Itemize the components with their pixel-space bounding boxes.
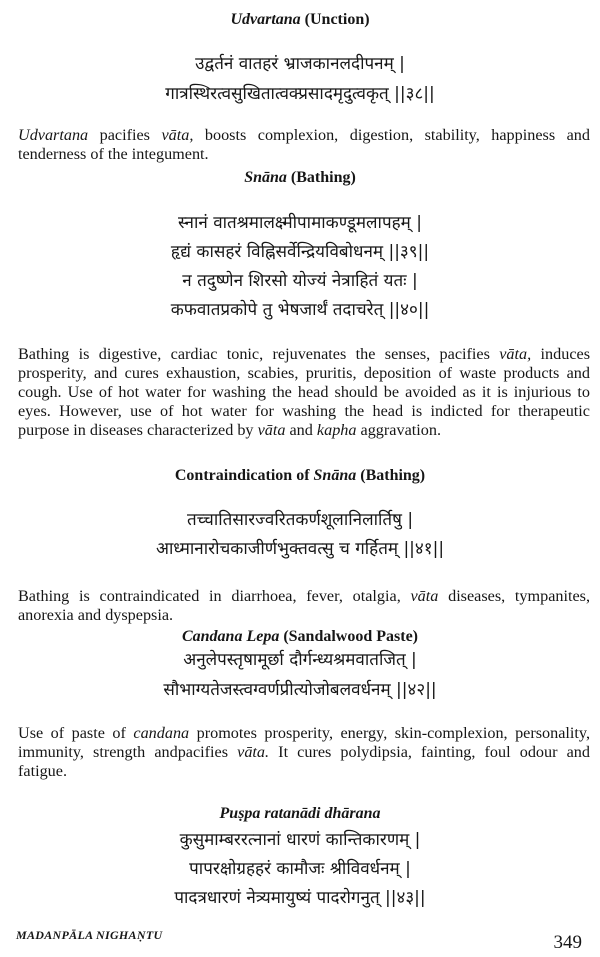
verse-line: कुसुमाम्बररत्नानां धारणं कान्तिकारणम् |	[179, 830, 421, 850]
paragraph-text: Use of paste of	[18, 724, 134, 742]
paragraph-text: aggravation.	[356, 421, 441, 439]
verse-line: उद्वर्तनं वातहरं भ्राजकानलदीपनम् |	[195, 54, 405, 74]
italic-term: vāta,	[161, 126, 194, 144]
verse-line: स्नानं वातश्रमालक्ष्मीपामाकण्डूमलापहम् |	[178, 213, 422, 233]
paragraph-text: and	[285, 421, 317, 439]
verse-line: सौभाग्यतेजस्त्वग्वर्णप्रीत्योजोबलवर्धनम् ||४२||	[163, 680, 437, 700]
verse-line: हृद्यं कासहरं विह्निसर्वेन्द्रियविबोधनम् ||३९||	[170, 242, 430, 262]
verse-line: पापरक्षोग्रहहरं कामौजः श्रीविवर्धनम् |	[189, 859, 411, 879]
italic-term: kapha	[316, 421, 357, 439]
verse-line: कफवातप्रकोपे तु भेषजार्थं तदाचरेत् ||४०||	[170, 300, 430, 320]
paragraph-text: Bathing is digestive, cardiac tonic, rejuvenates the senses, pacifies	[18, 345, 500, 363]
paragraph-candana	[18, 724, 590, 781]
running-footer-title: MADANPĀLA NIGHAṆTU	[16, 928, 163, 942]
verse-line: अनुलेपस्तृषामूर्छा दौर्गन्ध्यश्रमवातजित् |	[183, 650, 417, 670]
page-number: 349	[553, 932, 582, 953]
verse-line: गात्रस्थिरत्वसुखितात्वक्प्रसादमृदुत्वकृत् ||३८||	[165, 84, 435, 104]
paragraph-snana	[18, 345, 590, 440]
paragraph-text: diseases, tympanites, anorexia and dyspepsia.	[18, 587, 591, 624]
verse-line: पादत्रधारणं नेत्र्यमायुष्यं पादरोगनुत् ||४३||	[174, 888, 426, 908]
paragraph-text: It cures polydipsia, fainting, foul odour and fatigue.	[18, 743, 590, 780]
italic-term: Udvartana	[18, 126, 89, 144]
italic-term: vāta.	[237, 743, 270, 761]
heading-udvartana: Udvartana (Unction)	[230, 11, 370, 28]
heading-snana: Snāna (Bathing)	[244, 169, 356, 186]
italic-term: vāta	[257, 421, 286, 439]
italic-term: candana	[133, 724, 190, 742]
paragraph-text: pacifies	[88, 126, 162, 144]
paragraph-text: induces prosperity, and cures exhaustion, scabies, pruritis, deposition of waste products and cough. Use of hot water for washing the head should be avoided as it is injurious to eyes. However, use of hot water for washing the head is indicted for therapeutic purpose in diseases characterized by	[18, 345, 590, 439]
verse-line: न तदुष्णेन शिरसो योज्यं नेत्राहितं यतः |	[182, 271, 418, 291]
paragraph-udvartana	[18, 126, 590, 164]
heading-contraindication: Contraindication of Snāna (Bathing)	[174, 467, 426, 484]
paragraph-text: Bathing is contraindicated in diarrhoea, fever, otalgia,	[18, 587, 411, 605]
italic-term: vāta	[410, 587, 439, 605]
verse-line: आध्मानारोचकाजीर्णभुक्तवत्सु च गर्हितम् ||४१||	[155, 539, 445, 559]
heading-candana-lepa: Candana Lepa (Sandalwood Paste)	[181, 628, 419, 645]
verse-line: तच्चातिसारज्वरितकर्णशूलानिलार्तिषु |	[186, 510, 414, 530]
paragraph-text: promotes prosperity, energy, skin-complexion, personality, immunity, strength andpacifies	[18, 724, 591, 761]
italic-term: vāta,	[499, 345, 532, 363]
paragraph-text: boosts complexion, digestion, stability, happiness and tenderness of the integument.	[18, 126, 590, 163]
paragraph-contraindication	[18, 587, 590, 625]
heading-puspa-ratanadi: Puṣpa ratanādi dhārana	[219, 805, 381, 822]
